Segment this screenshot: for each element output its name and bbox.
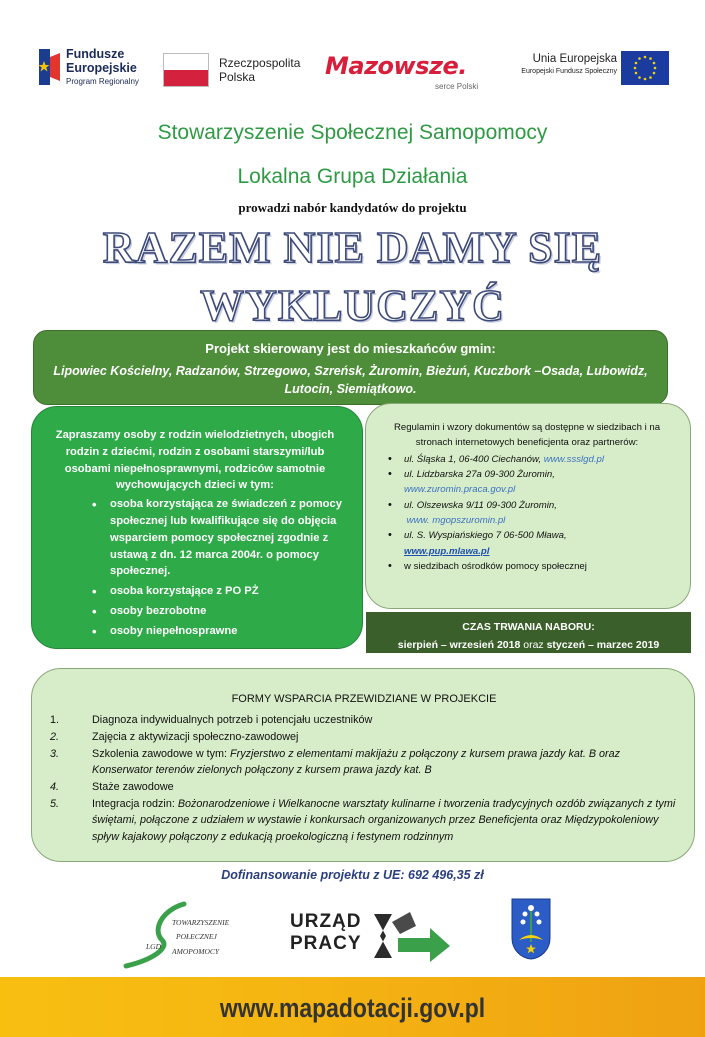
czas-period: sierpień – wrzesień 2018 oraz styczeń – marzec 2019 [397, 638, 660, 651]
list-item: 1. Diagnoza indywidualnych potrzeb i potencjału uczestników [50, 714, 373, 727]
formy-box [31, 668, 695, 862]
fe-line1: Fundusze [66, 47, 125, 61]
list-item: 2. Zajęcia z aktywizacji społeczno-zawodowej [50, 730, 299, 743]
fe-line3: Program Regionalny [66, 76, 139, 86]
mazowsze-name: Mazowsze. [325, 52, 467, 80]
rp-line2: Polska [219, 69, 256, 84]
address: w siedzibach ośrodków pomocy społecznej [404, 561, 587, 573]
list-item: • osoby niepełnosprawne [50, 623, 348, 640]
mazowsze-tag: serce Polski [435, 82, 479, 91]
link[interactable]: www. mgopszuromin.pl [406, 515, 506, 527]
logo-fundusze-europejskie [36, 45, 166, 90]
address: ul. Śląska 1, 06-400 Ciechanów, [404, 453, 544, 465]
list-item [378, 559, 676, 574]
up-line1: URZĄD [290, 911, 362, 932]
funding-text: Dofinansowanie projektu z UE: 692 496,35 zł [221, 868, 484, 882]
list-item [378, 467, 676, 498]
docs-list [378, 452, 676, 575]
list-item [378, 498, 676, 529]
link[interactable]: www.zuromin.praca.gov.pl [404, 484, 516, 496]
address: ul. Lidzbarska 27a 09-300 Żuromin, [404, 469, 555, 481]
invite-box [31, 406, 363, 649]
lgd-line2: POŁECZNEJ [176, 932, 217, 942]
logo-urzad-pracy [290, 908, 455, 968]
list-item: • osoby bezrobotne [50, 603, 348, 620]
subtitle: prowadzi nabór kandydatów do projektu [238, 200, 467, 215]
czas-heading: CZAS TRWANIA NABORU: [462, 621, 595, 633]
coat-of-arms-icon [511, 898, 551, 960]
polish-flag-icon [163, 53, 209, 87]
ue-line1: Unia Europejska [532, 53, 617, 65]
fe-line2: Europejskie [66, 61, 137, 76]
invite-list [50, 496, 348, 639]
target-heading: Projekt skierowany jest do mieszkańców gmin: [205, 341, 496, 356]
docs-box [365, 403, 691, 609]
link[interactable]: www.pup.mlawa.pl [404, 545, 490, 557]
target-gminy: Lipowiec Kościelny, Radzanów, Strzegowo, Szreńsk, Żuromin, Bieżuń, Kuczbork –Osada, Lubowidz, Lutocin, Siemiątkowo. [53, 364, 648, 397]
logo-mazowsze [325, 52, 495, 92]
logo-rzeczpospolita-polska [163, 53, 303, 93]
org-name-line2: Lokalna Grupa Działania [237, 165, 468, 188]
link[interactable]: www.ssslgd.pl [543, 453, 604, 465]
org-name-line1: Stowarzyszenie Społecznej Samopomocy [157, 121, 548, 144]
lgd-prefix: LGD [146, 942, 162, 951]
formy-heading: FORMY WSPARCIA PRZEWIDZIANE W PROJEKCIE [231, 693, 497, 705]
list-item: 3. Szkolenia zawodowe w tym: Fryzjerstwo z elementami makijażu z połączony z kursem prawa jazdy kat. B oraz Konserwator terenów zielonych połączony z kursem prawa jazdy kat. B [50, 747, 621, 777]
address: ul. S. Wyspiańskiego 7 06-500 Mława, [404, 530, 567, 542]
up-line2: PRACY [290, 932, 362, 954]
fe-star-icon [36, 47, 62, 87]
urzad-pracy-arrows-icon [370, 908, 452, 964]
list-item [378, 452, 676, 467]
footer-url[interactable]: www.mapadotacji.gov.pl [219, 993, 486, 1023]
ue-line2: Europejski Fundusz Społeczny [521, 68, 617, 76]
project-title-line1: RAZEM NIE DAMY SIĘ [102, 223, 603, 272]
lgd-line1: TOWARZYSZENIE [172, 918, 230, 927]
address: ul. Olszewska 9/11 09-300 Żuromin, [404, 499, 557, 511]
target-box [33, 330, 668, 405]
list-item: • osoba korzystająca ze świadczeń z pomocy społecznej lub kwalifikujące się do objęcia wsparciem pomocy społecznej zgodnie z ustawą z dn. 12 marca 2004r. o pomocy społecznej. [50, 496, 348, 580]
rp-line1: Rzeczpospolita [219, 56, 301, 70]
list-item: 5. Integracja rodzin: Bożonarodzeniowe i Wielkanocne warsztaty kulinarne i tworzenia tradycyjnych ozdób związanych z tymi świętami, połączone z udziałem w wystawie i konkursach organizowanych przez Beneficjenta oraz Międzypokoleniowy spływ kajakowy połączony z edukacją proekologiczną i festynem rodzinnym [50, 797, 676, 844]
czas-box [366, 612, 691, 653]
logo-unia-europejska [515, 50, 675, 90]
footer-bar [0, 977, 705, 1037]
project-title-line2: WYKLUCZYĆ [200, 281, 505, 330]
list-item: 4. Staże zawodowe [50, 780, 174, 793]
docs-intro: Regulamin i wzory dokumentów są dostępne w siedzibach i na stronach internetowych beneficjenta oraz partnerów: [393, 422, 661, 449]
logo-lgd [122, 900, 262, 970]
list-item [378, 528, 676, 559]
eu-flag-icon [621, 51, 669, 85]
lgd-line3: AMOPOMOCY [172, 946, 220, 956]
list-item: • osoba korzystające z PO PŻ [50, 583, 348, 600]
invite-intro: Zapraszamy osoby z rodzin wielodzietnych, ubogich rodzin z dziećmi, rodzin z osobami starszymi/lub osobami niepełnosprawnymi, rodziców samotnie wychowujących dzieci w tym: [55, 429, 335, 492]
